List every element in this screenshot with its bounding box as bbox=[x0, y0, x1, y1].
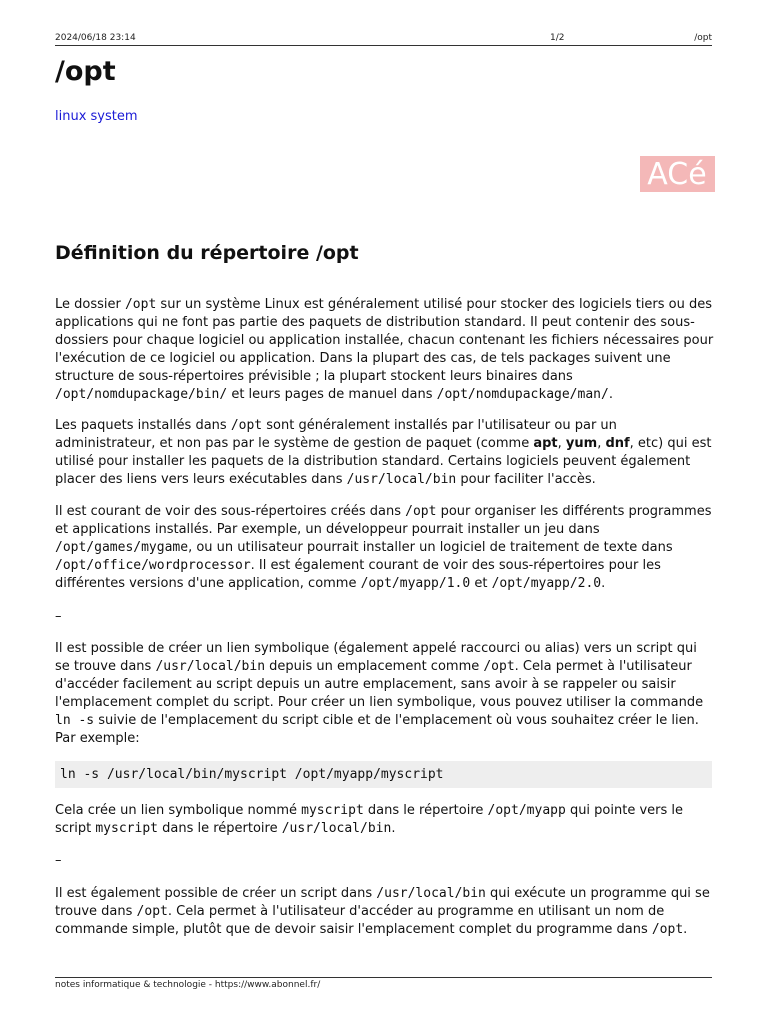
separator-dash: – bbox=[55, 609, 62, 624]
inline-code: /opt/games/mygame bbox=[55, 540, 189, 555]
inline-code: /usr/local/bin bbox=[346, 472, 457, 487]
paragraph-installation: Les paquets installés dans /opt sont généralement installés par l'utilisateur ou par un administrateur, et non pas par le système de gestion de paquet (comme apt, yum, dnf, etc) qui est utilisé pour installer les paquets de la distribution standard. Certains logiciels peuvent également placer des liens vers leurs exécutables dans /usr/local/bin pour faciliter l'accès. bbox=[55, 418, 712, 487]
inline-code: ln -s bbox=[55, 713, 95, 728]
inline-code: /opt/nomdupackage/man/ bbox=[436, 387, 609, 402]
inline-code: /opt bbox=[136, 904, 168, 919]
code-block: ln -s /usr/local/bin/myscript /opt/myapp/myscript bbox=[55, 761, 712, 788]
separator-dash: – bbox=[55, 853, 62, 868]
inline-code: /usr/local/bin bbox=[376, 886, 486, 901]
page-header bbox=[55, 31, 712, 46]
page-footer: notes informatique & technologie - https://www.abonnel.fr/ bbox=[55, 977, 712, 990]
paragraph-symlink: Il est possible de créer un lien symbolique (également appelé raccourci ou alias) vers un script qui se trouve dans /usr/local/bin depuis un emplacement comme /opt. Cela permet à l'utilisateur d'accéder facilement au script depuis un autre emplacement, sans avoir à se rappeler ou saisir l'emplacement complet du script. Pour créer un lien symbolique, vous pouvez utiliser la commande ln -s suivie de l'emplacement du script cible et de l'emplacement où vous souhaitez créer le lien. Par exemple: bbox=[55, 641, 704, 746]
section-heading: Définition du répertoire /opt bbox=[55, 242, 359, 264]
inline-code: /opt bbox=[124, 297, 157, 312]
inline-code: /opt bbox=[651, 922, 684, 937]
inline-code: /opt/nomdupackage/bin/ bbox=[55, 387, 228, 402]
site-logo bbox=[640, 156, 715, 192]
inline-code: myscript bbox=[95, 821, 158, 836]
tag-link[interactable]: linux system bbox=[55, 109, 138, 124]
bold-dnf: dnf bbox=[605, 436, 630, 451]
inline-code: /usr/local/bin bbox=[155, 659, 266, 674]
paragraph-wrapper-script: Il est également possible de créer un script dans /usr/local/bin qui exécute un programme qui se trouve dans /opt. Cela permet à l'utilisateur d'accéder au programme en utilisant un nom de commande simple, plutôt que de devoir saisir l'emplacement complet du programme dans /opt. bbox=[55, 886, 710, 937]
inline-code: /opt bbox=[230, 418, 263, 433]
header-datetime: 2024/06/18 23:14 bbox=[55, 33, 136, 43]
header-path: /opt bbox=[694, 33, 712, 43]
bold-apt: apt bbox=[533, 436, 558, 451]
inline-code: /opt/myapp/1.0 bbox=[360, 576, 471, 591]
paragraph-symlink-result: Cela crée un lien symbolique nommé myscript dans le répertoire /opt/myapp qui pointe vers le script myscript dans le répertoire /usr/local/bin. bbox=[55, 803, 684, 836]
inline-code: /opt bbox=[483, 659, 515, 674]
paragraph-intro: Le dossier /opt sur un système Linux est généralement utilisé pour stocker des logiciels tiers ou des applications qui ne font pas partie des paquets de distribution standard. Il peut contenir des sous-dossiers pour chaque logiciel ou application installée, chacun contenant les fichiers nécessaires pour l'exécution de ce logiciel ou application. Dans la plupart des cas, de tels packages suivent une structure de sous-répertoires prévisible ; la plupart stockent leurs binaires dans /opt/nomdupackage/bin/ et leurs pages de manuel dans /opt/nomdupackage/man/. bbox=[55, 297, 714, 402]
inline-code: /usr/local/bin bbox=[281, 821, 392, 836]
header-page-number: 1/2 bbox=[550, 33, 565, 43]
logo-text: ACé bbox=[647, 157, 707, 192]
bold-yum: yum bbox=[565, 436, 598, 451]
inline-code: /opt/myapp bbox=[487, 803, 566, 818]
inline-code: myscript bbox=[301, 803, 364, 818]
inline-code: /opt bbox=[405, 504, 437, 519]
inline-code: /opt/myapp/2.0 bbox=[491, 576, 602, 591]
inline-code: /opt/office/wordprocessor bbox=[55, 558, 251, 573]
page-title: /opt bbox=[55, 56, 116, 87]
paragraph-subdirectories: Il est courant de voir des sous-répertoires créés dans /opt pour organiser les différents programmes et applications installés. Par exemple, un développeur pourrait installer un jeu dans /opt/games/mygame, ou un utilisateur pourrait installer un logiciel de traitement de texte dans /opt/office/wordprocessor. Il est également courant de voir des sous-répertoires pour les différentes versions d'une application, comme /opt/myapp/1.0 et /opt/myapp/2.0. bbox=[55, 504, 712, 591]
